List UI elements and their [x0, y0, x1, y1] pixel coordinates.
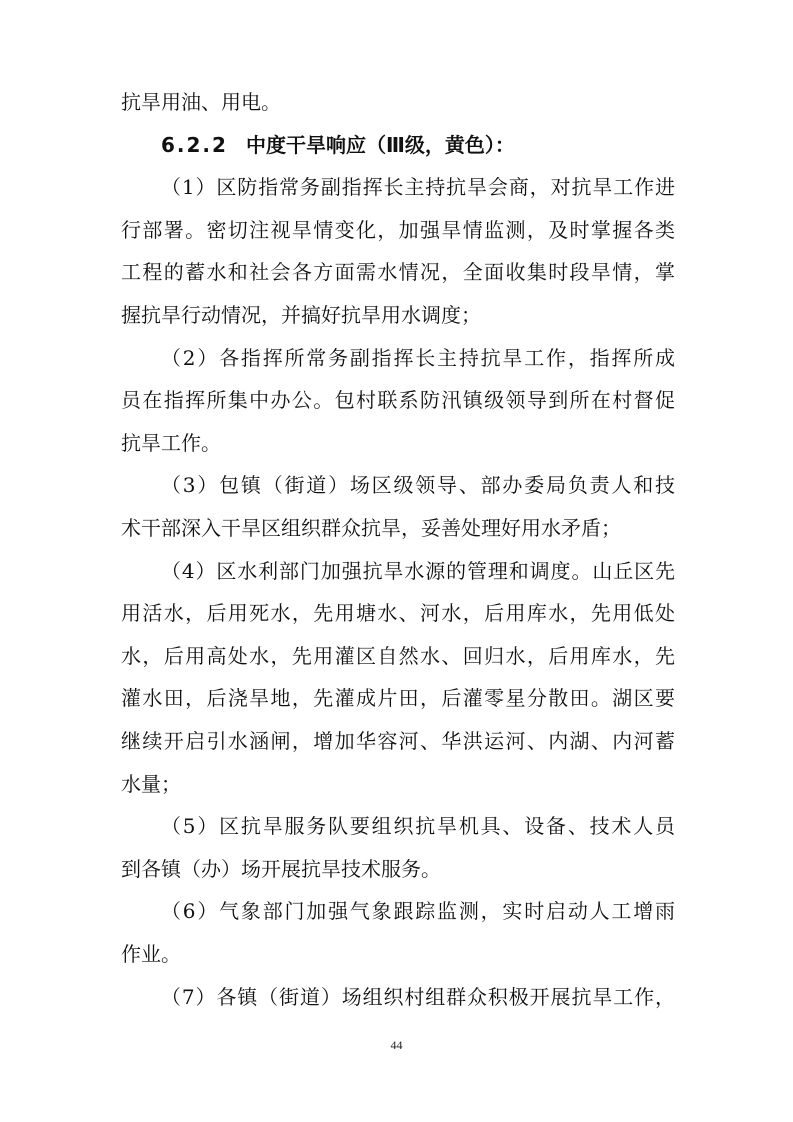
page-number: 44 [390, 1038, 403, 1052]
section-title: 中度干旱响应（Ⅲ级，黄色）： [245, 133, 515, 157]
paragraph-line: 行部署。密切注视旱情变化，加强旱情监测，及时掌握各类 [121, 218, 675, 242]
paragraph-line: 水量； [121, 772, 181, 796]
paragraph-line: 握抗旱行动情况，并搞好抗旱用水调度； [121, 303, 481, 327]
paragraph-line: （4）区水利部门加强抗旱水源的管理和调度。山丘区先 [161, 559, 675, 583]
paragraph-line: 水，后用高处水，先用灌区自然水、回归水，后用库水，先 [121, 644, 675, 668]
paragraph-line: 术干部深入干旱区组织群众抗旱，妥善处理好用水矛盾； [121, 516, 621, 540]
paragraph-line: 抗旱工作。 [121, 431, 221, 455]
paragraph-line: （3）包镇（街道）场区级领导、部办委局负责人和技 [161, 473, 675, 497]
paragraph-line: 用活水，后用死水，先用塘水、河水，后用库水，先用低处 [121, 601, 675, 625]
paragraph-line: （7）各镇（街道）场组织村组群众积极开展抗旱工作， [161, 985, 675, 1009]
section-heading [161, 131, 675, 159]
paragraph-line: （6）气象部门加强气象跟踪监测，实时启动人工增雨 [161, 899, 675, 923]
paragraph-line: 员在指挥所集中办公。包村联系防汛镇级领导到所在村督促 [121, 388, 675, 412]
paragraph-line: （5）区抗旱服务队要组织抗旱机具、设备、技术人员 [161, 814, 675, 838]
paragraph-line: 工程的蓄水和社会各方面需水情况，全面收集时段旱情，掌 [121, 260, 675, 284]
paragraph-line: 灌水田，后浇旱地，先灌成片田，后灌零星分散田。湖区要 [121, 686, 675, 710]
paragraph-line: （1）区防指常务副指挥长主持抗旱会商，对抗旱工作进 [161, 175, 675, 199]
paragraph-line: （2）各指挥所常务副指挥长主持抗旱工作，指挥所成 [161, 346, 675, 370]
paragraph-line: 到各镇（办）场开展抗旱技术服务。 [121, 857, 441, 881]
paragraph-line: 继续开启引水涵闸，增加华容河、华洪运河、内湖、内河蓄 [121, 729, 675, 753]
section-number: 6.2.2 [161, 133, 228, 157]
paragraph-line: 作业。 [121, 942, 181, 966]
paragraph-line: 抗旱用油、用电。 [121, 90, 281, 114]
